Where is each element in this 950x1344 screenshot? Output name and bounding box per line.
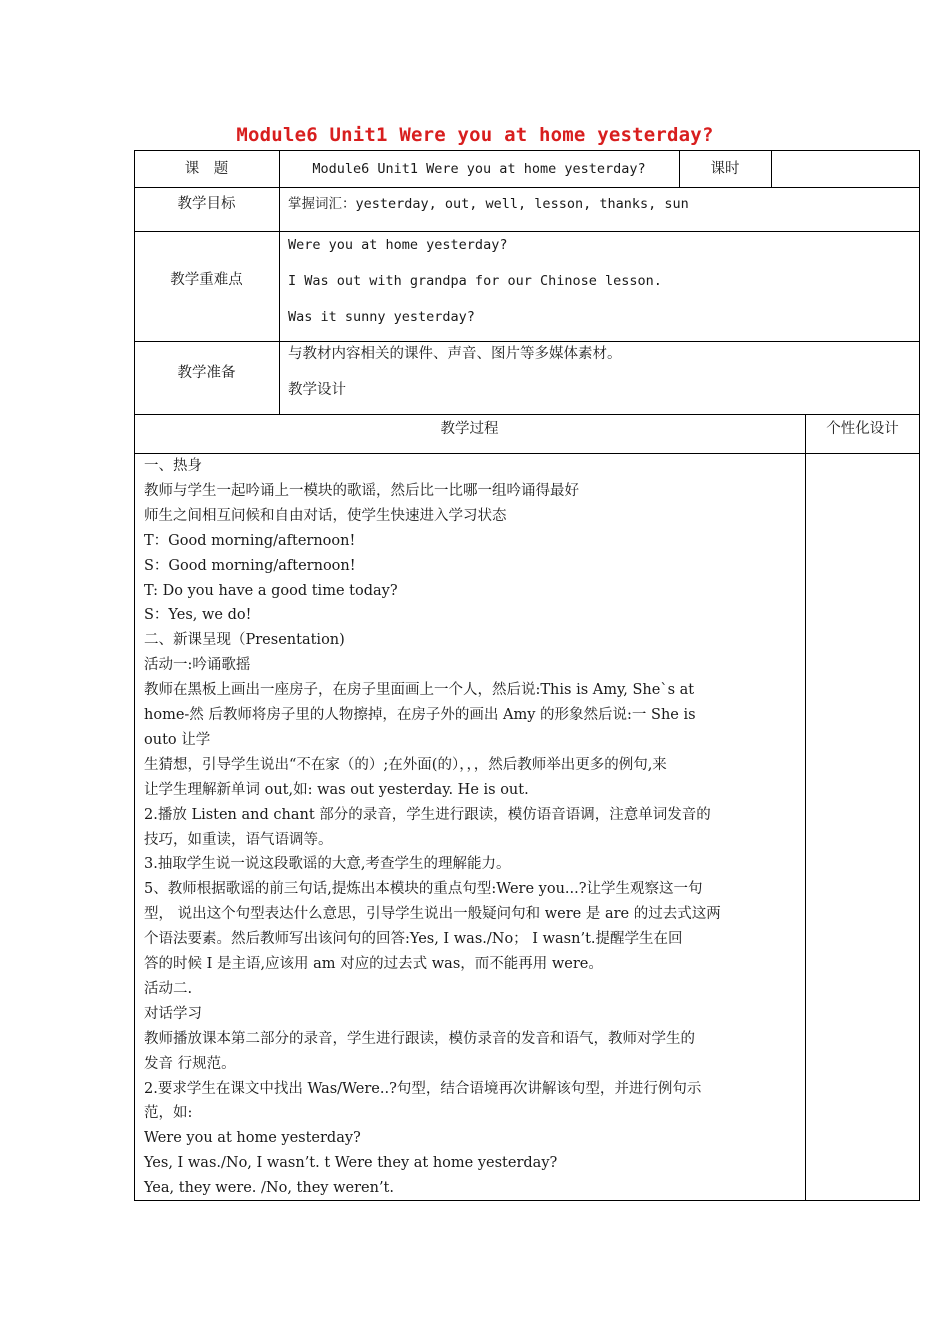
process-line: 5、教师根据歌谣的前三句话,提炼出本模块的重点句型:Were you...?让学生观察这一句 bbox=[144, 881, 703, 898]
process-line: outo 让学 bbox=[144, 731, 211, 748]
col-divider bbox=[279, 150, 280, 414]
process-line: 发音 行规范。 bbox=[144, 1055, 236, 1072]
process-line: T：Good morning/afternoon! bbox=[144, 532, 356, 549]
period-label: 课时 bbox=[710, 161, 740, 177]
process-line: S：Yes, we do! bbox=[144, 607, 252, 624]
process-line: 个语法要素。然后教师写出该问句的回答:Yes, I was./No； I wasn’t.提醒学生在回 bbox=[144, 931, 683, 948]
process-line: S：Good morning/afternoon! bbox=[144, 557, 356, 574]
col-divider bbox=[805, 414, 806, 1201]
process-line: 教师播放课本第二部分的录音，学生进行跟读，模仿录音的发音和语气，教师对学生的 bbox=[144, 1030, 695, 1047]
process-line: 活动二. bbox=[144, 980, 193, 997]
process-header: 教学过程 bbox=[440, 421, 499, 437]
row-divider bbox=[134, 453, 920, 454]
process-line: 一、热身 bbox=[144, 458, 202, 474]
process-line: home-然 后教师将房子里的人物擦掉，在房子外的画出 Amy 的形象然后说:一 She is bbox=[144, 707, 696, 723]
process-line: T: Do you have a good time today? bbox=[144, 582, 398, 599]
topic-value: Module6 Unit1 Were you at home yesterday? bbox=[312, 161, 646, 177]
col-divider bbox=[771, 150, 772, 187]
topic-label: 课 题 bbox=[184, 161, 229, 177]
row-divider bbox=[134, 414, 920, 415]
row-divider bbox=[134, 187, 920, 188]
process-line: 二、新课呈现（Presentation) bbox=[144, 632, 345, 649]
process-line: 活动一:吟诵歌摇 bbox=[144, 657, 251, 674]
prep-label: 教学准备 bbox=[177, 365, 236, 381]
process-line: 教师在黑板上画出一座房子，在房子里面画上一个人，然后说:This is Amy, She`s at bbox=[144, 682, 695, 699]
difficulty-line: I Was out with grandpa for our Chinose lesson. bbox=[288, 273, 662, 289]
personalized-design-header: 个性化设计 bbox=[826, 421, 899, 437]
process-line: 范，如: bbox=[144, 1105, 193, 1122]
prep-line: 与教材内容相关的课件、声音、图片等多媒体素材。 bbox=[288, 346, 622, 362]
row-divider bbox=[134, 231, 920, 232]
process-line: 对话学习 bbox=[144, 1005, 202, 1022]
process-line: Yes, I was./No, I wasn’t. t Were they at home yesterday? bbox=[144, 1155, 558, 1172]
process-line: Were you at home yesterday? bbox=[144, 1130, 361, 1147]
process-line: 型， 说出这个句型表达什么意思，引导学生说出一般疑问句和 were 是 are 的过去式这两 bbox=[144, 906, 721, 923]
document-title: Module6 Unit1 Were you at home yesterday? bbox=[236, 124, 714, 146]
process-line: 师生之间相互问候和自由对话，使学生快速进入学习状态 bbox=[144, 507, 507, 524]
process-line: 3.抽取学生说一说这段歌谣的大意,考查学生的理解能力。 bbox=[144, 856, 511, 873]
process-line: 让学生理解新单词 out,如: was out yesterday. He is out. bbox=[144, 781, 529, 798]
objective-value: 掌握词汇：yesterday, out, well, lesson, thanks, sun bbox=[288, 196, 689, 212]
difficulty-line: Were you at home yesterday? bbox=[288, 237, 508, 253]
row-divider bbox=[134, 341, 920, 342]
process-line: Yea, they were. /No, they weren’t. bbox=[144, 1180, 394, 1197]
process-line: 技巧，如重读，语气语调等。 bbox=[144, 831, 333, 848]
difficulty-line: Was it sunny yesterday? bbox=[288, 309, 475, 325]
process-line: 答的时候 I 是主语,应该用 am 对应的过去式 was，而不能再用 were。 bbox=[144, 956, 603, 972]
process-line: 2.要求学生在课文中找出 Was/Were..?句型，结合语境再次讲解该句型，并进行例句示 bbox=[144, 1080, 702, 1097]
process-line: 生猜想，引导学生说出“不在家（的）;在外面(的），，，然后教师举出更多的例句,来 bbox=[144, 756, 667, 773]
difficulty-label: 教学重难点 bbox=[170, 272, 243, 288]
prep-line: 教学设计 bbox=[288, 382, 346, 398]
process-line: 教师与学生一起吟诵上一模块的歌谣，然后比一比哪一组吟诵得最好 bbox=[144, 482, 579, 499]
process-line: 2.播放 Listen and chant 部分的录音，学生进行跟读，模仿语音语调，注意单词发音的 bbox=[144, 806, 711, 823]
objective-label: 教学目标 bbox=[177, 196, 236, 212]
